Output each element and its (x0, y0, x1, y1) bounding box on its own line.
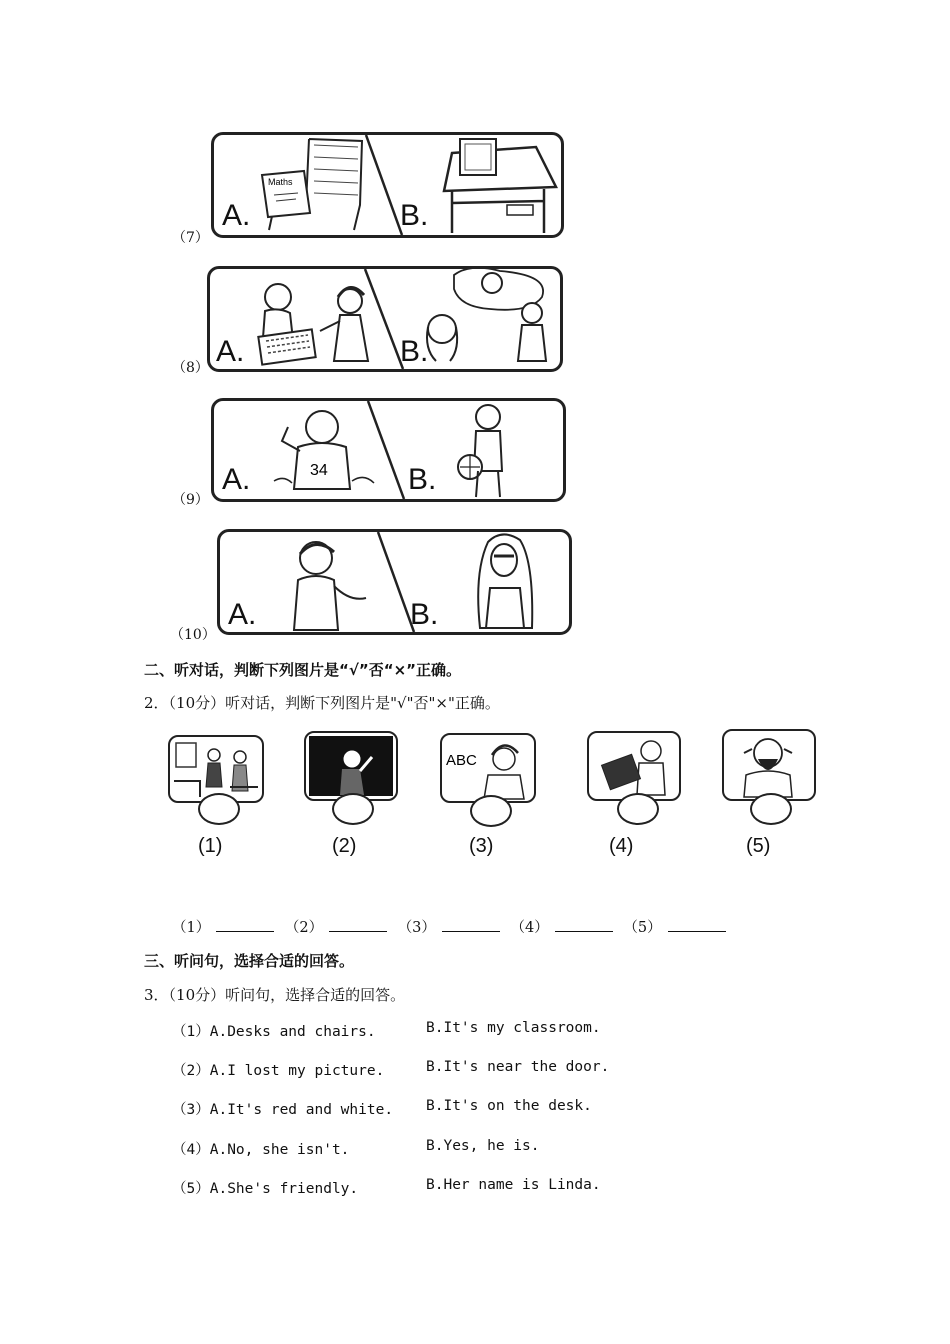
item-8-panel (207, 266, 563, 372)
picture-2-label: (2) (332, 835, 357, 857)
answer-label-1: （1） (172, 920, 211, 936)
picture-2 (304, 731, 398, 801)
q3-row-1-b[interactable]: B.It's my classroom. (426, 1020, 601, 1036)
q3-row-2-b[interactable]: B.It's near the door. (426, 1059, 610, 1075)
q3-option-a[interactable]: A.I lost my picture. (209, 1063, 385, 1079)
q3-row-num: （4） (172, 1142, 210, 1158)
q3-row-num: （2） (172, 1063, 210, 1079)
option-b-label: B. (400, 335, 429, 368)
answer-label-3: （3） (397, 920, 436, 936)
picture-3-drawing (442, 735, 534, 801)
picture-5 (722, 729, 816, 801)
answer-circle-4[interactable] (617, 793, 659, 825)
picture-4 (587, 731, 681, 801)
answer-circle-3[interactable] (470, 795, 512, 827)
q3-row-3-b[interactable]: B.It's on the desk. (426, 1098, 592, 1114)
item-7-number: （7） (172, 230, 209, 246)
item-10-panel (217, 529, 572, 635)
answer-circle-2[interactable] (332, 793, 374, 825)
q3-option-a[interactable]: A.No, she isn't. (209, 1142, 350, 1158)
q3-row-1 (172, 1020, 376, 1041)
book-label: Maths (268, 177, 293, 187)
picture-5-label: (5) (746, 835, 771, 857)
answer-blank-3[interactable] (442, 917, 500, 932)
answer-blank-4[interactable] (555, 917, 613, 932)
option-a-label: A. (222, 463, 251, 496)
item-8-number: （8） (172, 360, 209, 376)
abc-text: ABC (446, 752, 477, 769)
question-3-text: 3．（10分）听问句，选择合适的回答。 (144, 986, 406, 1004)
q3-row-3 (172, 1098, 393, 1119)
option-a-label: A. (228, 598, 257, 631)
option-b-label: B. (410, 598, 439, 631)
item-9-number: （9） (172, 492, 209, 508)
q3-row-5 (172, 1177, 358, 1198)
answer-blank-1[interactable] (216, 917, 274, 932)
answer-label-5: （5） (623, 920, 662, 936)
item-9-drawing (214, 401, 563, 499)
picture-5-drawing (724, 731, 814, 799)
item-7-drawing (214, 135, 561, 235)
q3-option-a[interactable]: A.It's red and white. (209, 1102, 394, 1118)
answer-label-2: （2） (284, 920, 324, 936)
picture-3-label: (3) (469, 835, 494, 857)
q3-row-4-b[interactable]: B.Yes, he is. (426, 1138, 540, 1154)
picture-4-label: (4) (609, 835, 634, 857)
item-9-panel (211, 398, 566, 502)
picture-1-drawing (170, 737, 262, 801)
q3-option-a[interactable]: A.Desks and chairs. (209, 1024, 376, 1040)
answer-blank-5[interactable] (668, 917, 726, 932)
q3-option-a[interactable]: A.She's friendly. (209, 1181, 359, 1197)
q3-row-2 (172, 1059, 384, 1080)
item-8-drawing (210, 269, 560, 369)
section-2-heading: 二、听对话，判断下列图片是“√”否“×”正确。 (144, 661, 462, 679)
answer-blanks (172, 916, 732, 937)
shirt-number: 34 (310, 462, 328, 479)
section-3-heading: 三、听问句，选择合适的回答。 (144, 952, 355, 970)
option-b-label: B. (400, 199, 429, 232)
item-10-number: （10） (170, 627, 216, 643)
picture-3 (440, 733, 536, 803)
question-2-text: 2．（10分）听对话，判断下列图片是"√"否"×"正确。 (144, 694, 500, 712)
q3-row-num: （3） (172, 1102, 210, 1118)
q3-row-5-b[interactable]: B.Her name is Linda. (426, 1177, 601, 1193)
option-a-label: A. (222, 199, 251, 232)
item-7-panel (211, 132, 564, 238)
picture-1-label: (1) (198, 835, 223, 857)
picture-4-drawing (589, 733, 679, 799)
q3-row-num: （5） (172, 1181, 210, 1197)
answer-blank-2[interactable] (329, 917, 387, 932)
answer-circle-5[interactable] (750, 793, 792, 825)
picture-2-drawing (306, 733, 396, 799)
answer-label-4: （4） (510, 920, 549, 936)
q3-row-4 (172, 1138, 349, 1159)
q3-row-num: （1） (172, 1024, 210, 1040)
option-a-label: A. (216, 335, 245, 368)
item-10-drawing (220, 532, 569, 632)
option-b-label: B. (408, 463, 437, 496)
answer-circle-1[interactable] (198, 793, 240, 825)
